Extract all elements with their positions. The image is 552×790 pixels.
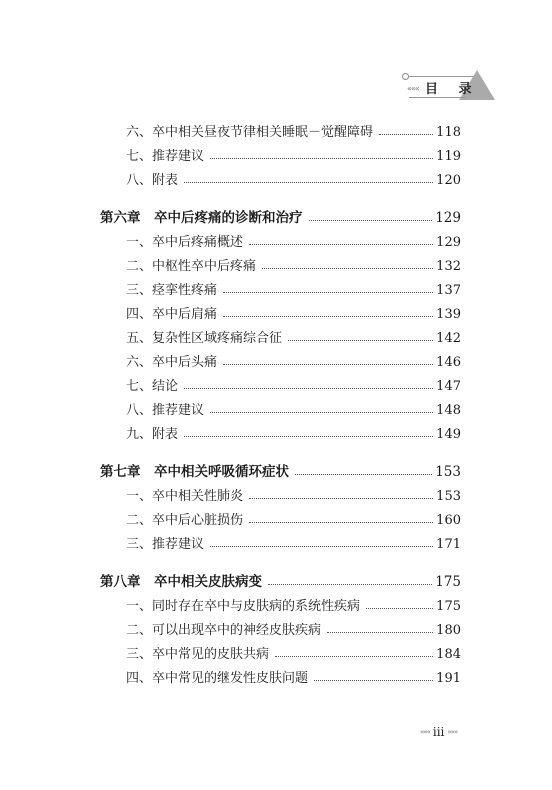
toc-section-entry[interactable] — [126, 592, 461, 614]
toc-entry-page: 180 — [436, 623, 461, 638]
toc-entry-label: 七、推荐建议 — [126, 149, 205, 164]
toc-entry-page: 142 — [436, 331, 461, 346]
dot-leader — [366, 607, 433, 609]
toc-section-entry[interactable] — [126, 228, 461, 250]
toc-entry-label: 三、推荐建议 — [126, 537, 205, 552]
dot-leader — [184, 181, 433, 183]
toc-section-entry[interactable] — [126, 142, 461, 164]
toc-entry-label: 六、卒中相关昼夜节律相关睡眠－觉醒障碍 — [126, 125, 374, 140]
dot-leader — [288, 339, 433, 341]
toc-entry-label: 三、痉挛性疼痛 — [126, 283, 218, 298]
dot-leader — [268, 583, 432, 585]
toc-entry-label: 三、卒中常见的皮肤共病 — [126, 647, 270, 662]
toc-entry-page: 147 — [436, 379, 461, 394]
dot-leader — [249, 243, 433, 245]
toc-entry-page: 118 — [436, 125, 461, 140]
dot-leader — [262, 267, 433, 269]
toc-entry-label: 四、卒中后肩痛 — [126, 307, 218, 322]
toc-entry-label: 一、卒中后疼痛概述 — [126, 235, 244, 250]
toc-entry-page: 153 — [436, 489, 461, 504]
toc-chapter-entry[interactable] — [100, 568, 461, 590]
dot-leader — [210, 157, 433, 159]
dot-leader — [210, 545, 433, 547]
dot-leader — [275, 655, 433, 657]
toc-section-entry[interactable] — [126, 616, 461, 638]
toc-entry-page: 191 — [436, 671, 461, 686]
toc-entry-page: 149 — [436, 427, 461, 442]
header-bottom-rule — [409, 97, 465, 98]
dot-leader — [249, 497, 433, 499]
toc-entry-page: 160 — [436, 513, 461, 528]
toc-entry-page: 119 — [436, 149, 461, 164]
toc-entry-label: 八、附表 — [126, 173, 179, 188]
page-number: iii — [432, 725, 445, 739]
dot-leader — [314, 679, 433, 681]
dot-leader — [309, 219, 433, 221]
toc-header — [395, 70, 505, 102]
toc-section-entry[interactable] — [126, 118, 461, 140]
toc-entry-label: 二、可以出现卒中的神经皮肤疾病 — [126, 623, 322, 638]
page-title: 目 录 — [425, 82, 480, 97]
toc-entry-page: 184 — [436, 647, 461, 662]
dot-leader — [223, 315, 433, 317]
toc-entry-label: 一、卒中相关性肺炎 — [126, 489, 244, 504]
page-footer — [420, 724, 470, 740]
toc-entry-label: 第八章 卒中相关皮肤病变 — [100, 574, 262, 590]
toc-entry-page: 129 — [435, 210, 461, 226]
toc-section-entry[interactable] — [126, 640, 461, 662]
toc-section-entry[interactable] — [126, 482, 461, 504]
toc-entry-label: 二、卒中后心脏损伤 — [126, 513, 244, 528]
dot-leader — [184, 387, 433, 389]
toc-section-entry[interactable] — [126, 166, 461, 188]
dot-leader — [184, 435, 433, 437]
toc-entry-label: 五、复杂性区域疼痛综合征 — [126, 331, 283, 346]
toc-entry-page: 153 — [435, 464, 461, 480]
toc-entry-page: 120 — [436, 173, 461, 188]
toc-entry-page: 175 — [435, 574, 461, 590]
toc-section-entry[interactable] — [126, 664, 461, 686]
toc-chapter-entry[interactable] — [100, 458, 461, 480]
toc-entry-page: 175 — [436, 599, 461, 614]
toc-entry-label: 六、卒中后头痛 — [126, 355, 218, 370]
toc-entry-label: 八、推荐建议 — [126, 403, 205, 418]
toc-entry-page: 129 — [436, 235, 461, 250]
toc-section-entry[interactable] — [126, 324, 461, 346]
toc-chapter-entry[interactable] — [100, 204, 461, 226]
toc-entry-label: 第六章 卒中后疼痛的诊断和治疗 — [100, 210, 303, 226]
header-arrows-icon: ««« — [407, 84, 419, 93]
dot-leader — [379, 133, 433, 135]
toc-section-entry[interactable] — [126, 530, 461, 552]
footer-left-arrows-icon: ««« — [420, 728, 430, 736]
toc-entry-page: 139 — [436, 307, 461, 322]
dot-leader — [249, 521, 433, 523]
toc-section-entry[interactable] — [126, 396, 461, 418]
toc-entry-label: 九、附表 — [126, 427, 179, 442]
toc-entry-label: 二、中枢性卒中后疼痛 — [126, 259, 257, 274]
toc-section-entry[interactable] — [126, 300, 461, 322]
dot-leader — [223, 291, 433, 293]
toc-entry-label: 第七章 卒中相关呼吸循环症状 — [100, 464, 289, 480]
toc-section-entry[interactable] — [126, 372, 461, 394]
toc-section-entry[interactable] — [126, 420, 461, 442]
dot-leader — [223, 363, 433, 365]
footer-right-arrows-icon: »»» — [447, 728, 458, 736]
toc-section-entry[interactable] — [126, 348, 461, 370]
toc-entry-page: 148 — [436, 403, 461, 418]
toc-section-entry[interactable] — [126, 252, 461, 274]
toc-section-entry[interactable] — [126, 506, 461, 528]
toc-section-entry[interactable] — [126, 276, 461, 298]
toc-entry-label: 一、同时存在卒中与皮肤病的系统性疾病 — [126, 599, 361, 614]
toc-entry-label: 七、结论 — [126, 379, 179, 394]
toc-entry-page: 146 — [436, 355, 461, 370]
dot-leader — [327, 631, 433, 633]
toc-entry-page: 171 — [436, 537, 461, 552]
header-ring-ornament — [402, 73, 409, 80]
toc-entry-page: 137 — [436, 283, 461, 298]
dot-leader — [295, 473, 432, 475]
dot-leader — [210, 411, 433, 413]
toc-entry-label: 四、卒中常见的继发性皮肤问题 — [126, 671, 309, 686]
toc-entry-page: 132 — [436, 259, 461, 274]
